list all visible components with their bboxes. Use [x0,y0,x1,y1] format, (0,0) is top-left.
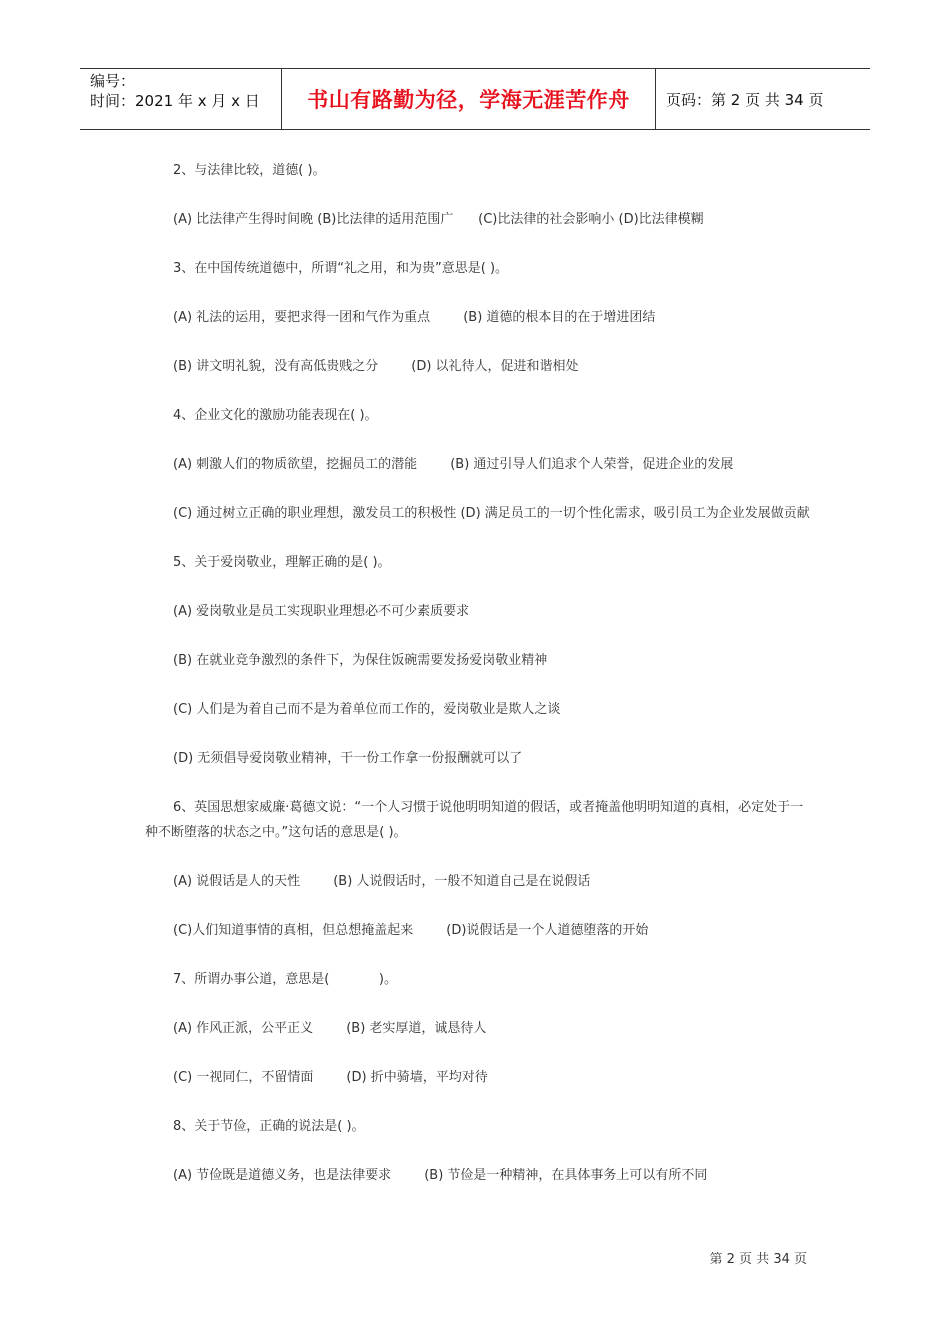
serial-label: 编号： [90,72,136,90]
question-5-option-line: (A) 爱岗敬业是员工实现职业理想必不可少素质要求 [173,604,470,619]
question-7-option-line: (C) 一视同仁，不留情面 (D) 折中骑墙，平均对待 [173,1070,488,1085]
question-3-option-line: (B) 讲文明礼貌，没有高低贵贱之分 (D) 以礼待人，促进和谐相处 [173,359,579,374]
question-2-stem: 2、与法律比较，道德( )。 [173,163,326,178]
question-8-stem: 8、关于节俭，正确的说法是( )。 [173,1119,365,1134]
header-page-info [656,69,870,129]
question-3-option-line: (A) 礼法的运用，要把求得一团和气作为重点 (B) 道德的根本目的在于增进团结 [173,310,656,325]
question-3-stem: 3、在中国传统道德中，所谓“礼之用，和为贵”意思是( )。 [173,261,509,276]
question-4-option-line: (A) 刺激人们的物质欲望，挖掘员工的潜能 (B) 通过引导人们追求个人荣誉，促进企业的发展 [173,457,734,472]
page-header [80,68,870,130]
question-2-option-line: (A) 比法律产生得时间晚 (B)比法律的适用范围广 (C)比法律的社会影响小 (D)比法律模糊 [173,212,704,227]
question-4-option-line: (C) 通过树立正确的职业理想，激发员工的积极性 (D) 满足员工的一切个性化需求，吸引员工为企业发展做贡献 [173,506,810,521]
question-5-option-line: (B) 在就业竞争激烈的条件下，为保住饭碗需要发扬爱岗敬业精神 [173,653,548,668]
document-body [145,158,810,1188]
header-motto-cell [282,69,656,129]
question-4-stem: 4、企业文化的激励功能表现在( )。 [173,408,378,423]
question-6-option-line: (C)人们知道事情的真相，但总想掩盖起来 (D)说假话是一个人道德堕落的开始 [173,923,649,938]
footer-page-number: 第 2 页 共 34 页 [709,1252,807,1267]
question-6-option-line: (A) 说假话是人的天性 (B) 人说假话时，一般不知道自己是在说假话 [173,874,591,889]
question-5-stem: 5、关于爱岗敬业，理解正确的是( )。 [173,555,391,570]
header-meta [80,69,282,129]
page-footer [710,1248,807,1267]
motto-text: 书山有路勤为径，学海无涯苦作舟 [307,87,630,112]
question-8-option-line: (A) 节俭既是道德义务，也是法律要求 (B) 节俭是一种精神，在具体事务上可以有所不同 [173,1168,708,1183]
question-5-option-line: (D) 无须倡导爱岗敬业精神，干一份工作拿一份报酬就可以了 [173,751,523,766]
question-7-option-line: (A) 作风正派，公平正义 (B) 老实厚道，诚恳待人 [173,1021,487,1036]
time-text: 时间：2021 年 x 月 x 日 [90,92,260,110]
question-7-stem: 7、所谓办事公道，意思是( )。 [173,972,398,987]
page-info-text: 页码：第 2 页 共 34 页 [666,90,824,109]
question-5-option-line: (C) 人们是为着自己而不是为着单位而工作的，爱岗敬业是欺人之谈 [173,702,561,717]
question-6-stem: 6、英国思想家威廉·葛德文说：“一个人习惯于说他明明知道的假话，或者掩盖他明明知道的真相，必定处于一种不断堕落的状态之中。”这句话的意思是( )。 [145,800,804,840]
